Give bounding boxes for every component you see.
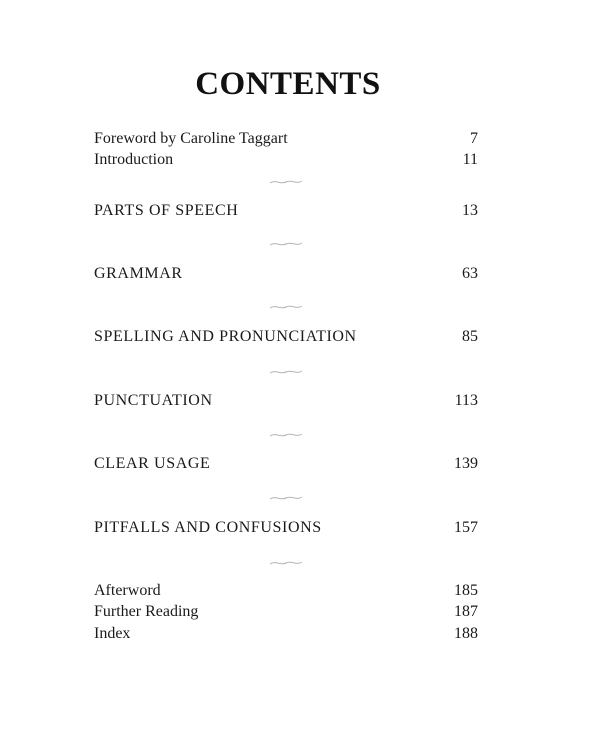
toc-entry-spelling-and-pronunciation[interactable] bbox=[94, 326, 478, 348]
toc-entry-punctuation[interactable] bbox=[94, 390, 478, 412]
toc-entry-grammar[interactable] bbox=[94, 263, 478, 285]
toc-entry-further-reading[interactable] bbox=[94, 601, 478, 623]
toc-entry-label: PITFALLS AND CONFUSIONS bbox=[94, 519, 322, 536]
toc-entry-page-number: 13 bbox=[462, 202, 478, 219]
toc-entry-foreword[interactable] bbox=[94, 128, 478, 150]
flourish-divider-icon bbox=[268, 494, 304, 502]
toc-entry-label: Index bbox=[94, 625, 131, 642]
toc-entry-introduction[interactable] bbox=[94, 149, 478, 171]
flourish-divider-icon bbox=[268, 178, 304, 186]
toc-entry-page-number: 185 bbox=[454, 582, 478, 599]
toc-entry-clear-usage[interactable] bbox=[94, 453, 478, 475]
flourish-divider-icon bbox=[268, 240, 304, 248]
toc-entry-page-number: 11 bbox=[462, 151, 478, 168]
toc-entry-index[interactable] bbox=[94, 623, 478, 645]
toc-entry-label: Introduction bbox=[94, 151, 174, 168]
toc-entry-page-number: 188 bbox=[454, 625, 478, 642]
toc-entry-label: GRAMMAR bbox=[94, 265, 183, 282]
toc-entry-label: CLEAR USAGE bbox=[94, 455, 211, 472]
toc-entry-label: Further Reading bbox=[94, 603, 199, 620]
toc-entry-parts-of-speech[interactable] bbox=[94, 200, 478, 222]
flourish-divider-icon bbox=[268, 303, 304, 311]
toc-entry-page-number: 139 bbox=[454, 455, 478, 472]
flourish-divider-icon bbox=[268, 559, 304, 567]
toc-entry-label: SPELLING AND PRONUNCIATION bbox=[94, 328, 357, 345]
toc-entry-page-number: 157 bbox=[454, 519, 478, 536]
toc-entry-afterword[interactable] bbox=[94, 580, 478, 602]
toc-entry-label: PARTS OF SPEECH bbox=[94, 202, 239, 219]
toc-entry-label: Foreword by Caroline Taggart bbox=[94, 130, 288, 147]
toc-entry-label: Afterword bbox=[94, 582, 161, 599]
toc-entry-pitfalls-and-confusions[interactable] bbox=[94, 517, 478, 539]
toc-entry-label: PUNCTUATION bbox=[94, 392, 213, 409]
page-title: CONTENTS bbox=[195, 66, 381, 102]
toc-entry-page-number: 85 bbox=[462, 328, 478, 345]
flourish-divider-icon bbox=[268, 431, 304, 439]
toc-entry-page-number: 7 bbox=[470, 130, 478, 147]
flourish-divider-icon bbox=[268, 368, 304, 376]
toc-entry-page-number: 63 bbox=[462, 265, 478, 282]
toc-entry-page-number: 187 bbox=[454, 603, 478, 620]
toc-entry-page-number: 113 bbox=[454, 392, 478, 409]
